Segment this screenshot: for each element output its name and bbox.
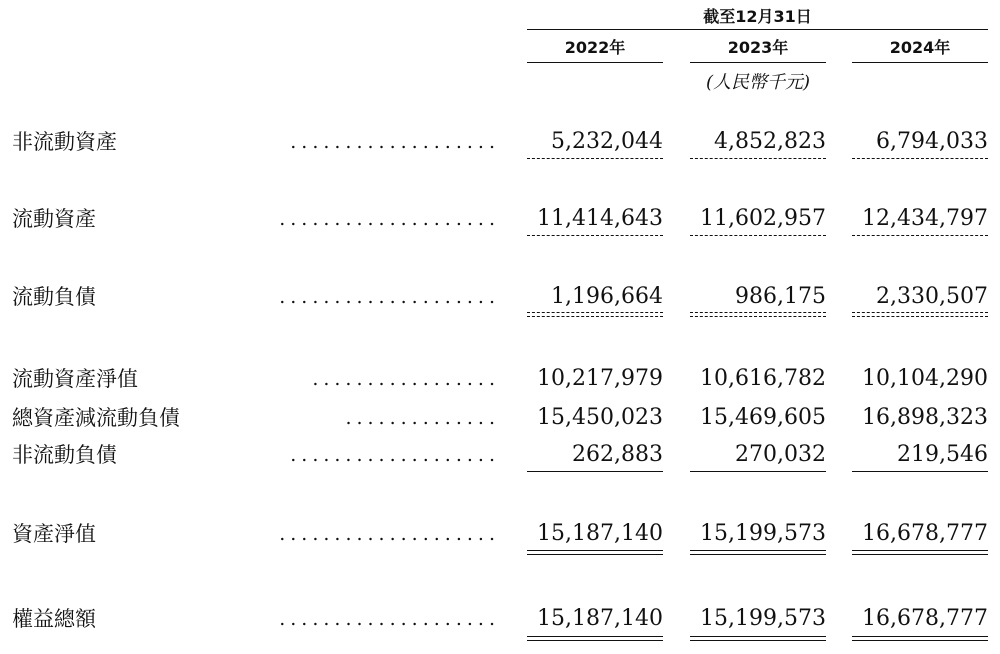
year-rule <box>852 62 988 63</box>
leader-dots: ................... <box>290 444 500 466</box>
table-row <box>0 440 1000 470</box>
value-2022: 15,187,140 <box>537 606 663 631</box>
subtotal-rule <box>690 471 826 472</box>
double-dashed-rule <box>852 312 988 317</box>
year-rule <box>527 62 663 63</box>
value-2022: 1,196,664 <box>551 284 663 309</box>
leader-dots: .................... <box>279 286 500 308</box>
total-double-rule <box>527 550 663 555</box>
total-double-rule <box>852 636 988 641</box>
value-2024: 2,330,507 <box>876 284 988 309</box>
value-2022: 15,450,023 <box>537 405 663 430</box>
value-2024: 6,794,033 <box>876 129 988 154</box>
double-dashed-rule <box>690 312 826 317</box>
value-2024: 12,434,797 <box>862 206 988 231</box>
year-header-2022: 2022年 <box>564 38 626 57</box>
value-2024: 219,546 <box>897 442 988 467</box>
row-label: 流動負債 <box>12 285 96 309</box>
leader-dots: .................... <box>279 523 500 545</box>
leader-dots: .............. <box>345 407 500 429</box>
value-2023: 15,469,605 <box>700 405 826 430</box>
row-label: 非流動負債 <box>12 443 117 467</box>
year-header-2024: 2024年 <box>889 38 951 57</box>
value-2022: 262,883 <box>572 442 663 467</box>
value-2022: 10,217,979 <box>537 366 663 391</box>
value-2023: 986,175 <box>735 284 826 309</box>
table-row <box>0 127 1000 157</box>
value-2023: 15,199,573 <box>700 521 826 546</box>
table-row <box>0 604 1000 634</box>
value-2022: 11,414,643 <box>537 206 663 231</box>
period-header: 截至12月31日 <box>703 7 812 26</box>
leader-dots: ................. <box>312 368 500 390</box>
row-label: 流動資產淨值 <box>12 367 138 391</box>
table-row <box>0 519 1000 549</box>
value-2024: 16,678,777 <box>862 521 988 546</box>
value-2023: 11,602,957 <box>700 206 826 231</box>
value-2024: 16,678,777 <box>862 606 988 631</box>
row-label: 總資產減流動負債 <box>12 406 180 430</box>
total-double-rule <box>527 636 663 641</box>
double-dashed-rule <box>527 312 663 317</box>
subtotal-rule <box>852 158 988 159</box>
subtotal-rule <box>690 235 826 236</box>
value-2022: 15,187,140 <box>537 521 663 546</box>
leader-dots: .................... <box>279 608 500 630</box>
row-label: 資產淨值 <box>12 522 96 546</box>
unit-label: (人民幣千元) <box>705 72 811 93</box>
subtotal-rule <box>690 158 826 159</box>
total-double-rule <box>690 550 826 555</box>
table-row <box>0 204 1000 234</box>
leader-dots: .................... <box>279 208 500 230</box>
leader-dots: ................... <box>290 131 500 153</box>
total-double-rule <box>852 550 988 555</box>
value-2024: 16,898,323 <box>862 405 988 430</box>
row-label: 權益總額 <box>12 607 96 631</box>
row-label: 流動資產 <box>12 207 96 231</box>
year-header-2023: 2023年 <box>727 38 789 57</box>
subtotal-rule <box>527 471 663 472</box>
subtotal-rule <box>527 158 663 159</box>
row-label: 非流動資產 <box>12 130 117 154</box>
year-rule <box>690 62 826 63</box>
subtotal-rule <box>527 235 663 236</box>
value-2023: 15,199,573 <box>700 606 826 631</box>
value-2022: 5,232,044 <box>551 129 663 154</box>
value-2023: 4,852,823 <box>714 129 826 154</box>
value-2023: 10,616,782 <box>700 366 826 391</box>
subtotal-rule <box>852 235 988 236</box>
table-row <box>0 282 1000 312</box>
period-header-rule <box>527 29 988 30</box>
value-2023: 270,032 <box>735 442 826 467</box>
table-row <box>0 364 1000 394</box>
value-2024: 10,104,290 <box>862 366 988 391</box>
table-row <box>0 403 1000 433</box>
subtotal-rule <box>852 471 988 472</box>
total-double-rule <box>690 636 826 641</box>
